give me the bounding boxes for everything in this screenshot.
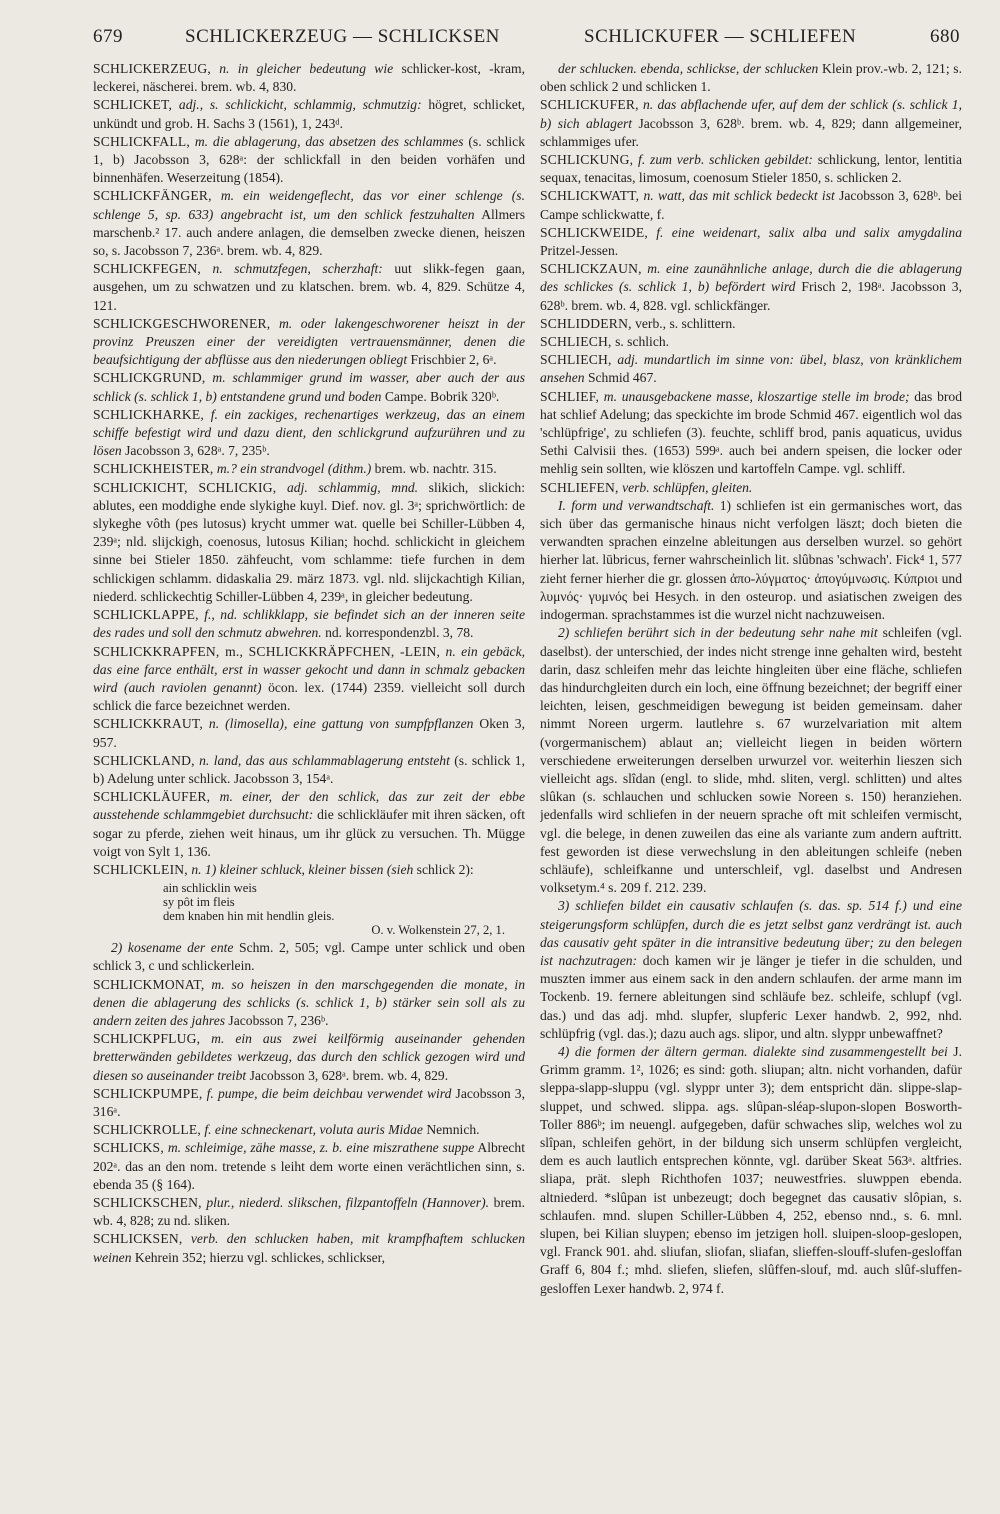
right-page-number: 680 bbox=[930, 26, 960, 47]
entry-headword: SCHLICKGRUND, bbox=[93, 370, 206, 386]
dictionary-entry bbox=[93, 60, 525, 96]
dictionary-entry bbox=[540, 260, 962, 315]
dictionary-entry bbox=[540, 151, 962, 187]
entry-definition: m. so heiszen in den marschgegenden die monate, in denen die ablagerung des schlicks (s. schlick 1, b) stärker sein soll als zu andern zeiten des jahres bbox=[93, 976, 525, 1028]
dictionary-entry bbox=[540, 624, 962, 897]
entry-citation: Jacobsson 3, 628ᵇ. brem. wb. 4, 829; dann allgemeiner, schlammiges ufer. bbox=[540, 115, 962, 149]
entry-citation: verb., s. schlittern. bbox=[631, 315, 736, 331]
dictionary-entry bbox=[93, 479, 525, 606]
entry-definition: m.? ein strandvogel (dithm.) bbox=[213, 461, 372, 477]
quote-line: ain schlicklin weis bbox=[163, 881, 257, 896]
entry-headword: SCHLICKUFER, bbox=[540, 97, 639, 113]
entry-definition: f. ein zackiges, rechenartiges werkzeug, das an einem schiffe befestigt wird und dazu dient, den schlickgrund aufzurühren und zu lösen bbox=[93, 406, 525, 459]
dictionary-entry bbox=[93, 1030, 525, 1085]
dictionary-entry bbox=[540, 897, 962, 1043]
entry-definition: der schlucken. ebenda, schlickse, der schlucken bbox=[558, 61, 819, 76]
entry-citation: Schmid 467. bbox=[584, 370, 657, 386]
entry-headword: SCHLICKZAUN, bbox=[540, 261, 642, 277]
entry-headword: SCHLICKPFLUG, bbox=[93, 1031, 201, 1047]
entry-citation: slikich, slickich: ablutes, een moddighe ende slykighe kuyl. Dief. nov. gl. 3ᵃ; sprichwörtlich: de slykeghe vôth (pes lutosus) krycht ummer wat. quelle bei Schiller-Lübben 4, 239ᵃ; nld. slijckigh, coenosus, lutosus Kilian; hochd. schlickicht in gleichem sinne bei Stieler 1850. zähfeucht, vom schlamme: tiefe furchen in dem schlickigen schlamm. didaskalia 29. märz 1873. vgl. nld. slijckachtigh Kilian, niederd. schlickechtig Schiller-Lübben 4, 239ᵃ, in gleicher bedeutung. bbox=[93, 479, 525, 604]
entry-definition: f. eine weidenart, salix alba und salix amygdalina bbox=[647, 224, 962, 240]
dictionary-entry bbox=[93, 1194, 525, 1230]
entry-citation: Kehrein 352; hierzu vgl. schlickes, schlickser, bbox=[131, 1249, 386, 1265]
entry-definition: f. zum verb. schlicken gebildet: bbox=[633, 152, 813, 168]
entry-headword: SCHLICKKRAPFEN, m., SCHLICKKRÄPFCHEN, -LEIN, bbox=[93, 643, 441, 659]
dictionary-entry bbox=[93, 96, 525, 132]
entry-citation: Jacobsson 3, 628ᵃ. 7, 235ᵇ. bbox=[121, 443, 270, 459]
entry-citation: Klein prov.-wb. 2, 121; s. oben schlick 2 und schlicken 1. bbox=[540, 61, 962, 95]
entry-citation: högret, schlicket, unkündt und grob. H. Sachs 3 (1561), 1, 243ᵈ. bbox=[93, 97, 525, 131]
entry-definition: n. 1) kleiner schluck, kleiner bissen (sieh bbox=[187, 861, 414, 877]
dictionary-entry bbox=[93, 1139, 525, 1194]
entry-citation: Albrecht 202ᵃ. das an den nom. tretende s leiht dem worte einen verächtlichen sinn, s. ebenda 35 (§ 164). bbox=[93, 1140, 525, 1192]
entry-citation: 1) schliefen ist ein germanisches wort, das sich über das germanische hinaus nicht verfolgen läszt; doch bieten die verwandten sprachen einzelne ableitungen aus derselben wurzel. so gehört hierher lat. lūbricus, ferner wahrscheinlich lit. slûbnas 'schwach'. Fick⁴ 1, 577 zieht ferner hierher die gr. glossen ἀπο-λύγματος· ἀπογύμνωσις. Κύπριοι und λυμνός· γυμνός bei Hesych. in den osteurop. und asiatischen zweigen des indogerman. sprachstammes ist die wurzel nicht nachzuweisen. bbox=[540, 497, 962, 623]
entry-headword: SCHLICKS, bbox=[93, 1140, 164, 1156]
dictionary-entry bbox=[93, 133, 525, 188]
entry-definition: f. eine schneckenart, voluta auris Midae bbox=[200, 1122, 423, 1138]
entry-definition: I. form und verwandtschaft. bbox=[558, 497, 715, 513]
entry-citation: Allmers marschenb.² 17. auch andere anlagen, die demselben zwecke dienen, heiszen so, s. Jacobsson 7, 236ᵃ. brem. wb. 4, 829. bbox=[93, 206, 525, 259]
dictionary-entry bbox=[93, 788, 525, 861]
entry-citation: (s. schlick 1, b) Adelung unter schlick. Jacobsson 3, 154ᵃ. bbox=[93, 752, 525, 786]
entry-citation: J. Grimm gramm. 1², 1026; es sind: goth. sliupan; altn. nicht vorhanden, dafür sleppa-slapp-sluppu (vgl. slyppr unter 3); dem entspricht dän. slippe-slap-sluppet, und schwed. slippa. ags. slûpan-sléap-slupon-slopen Bosworth-Toller 886ᵇ; im neuengl. aufgegeben, dafür schwaches slip, welches wol zu slîpan, schleifen gehört, in der bildung sich unserm schlüpfen vergleicht, dem es auch lautlich entsprechen könnte, vgl. darüber Skeat 563ᵃ. altfries. sliapa, prät. sleph Richthofen 1037; neuwestfries. sluwppen ebenda. altniederd. *slûpan ist unbezeugt; doch begegnet das causativ slôpian, s. schlaufen. mnd. slupen Schiller-Lübben 4, 252, ebenso nnd., s. 6. mnl. slupen, bei Kilian sluypen; ebenso im jetzigen holl. sluipen-sloop-geslopen, vgl. Franck 901. ahd. sliufan, sliofan, sliafan, slieffen-slouff-slufen-gesloffan Graff 6, 804 f.; mhd. sliefen, sliefen, slûffen-slouf, md. auch slûf-sluffen-gesloffen Lexer handwb. 2, 974 f. bbox=[540, 1043, 962, 1296]
quote-source: O. v. Wolkenstein 27, 2, 1. bbox=[371, 923, 505, 938]
entry-citation: die schlickläufer mit ihren säcken, oft sogar zu pferde, ziehen weit hinaus, um ihr glück zu versuchen. Th. Mügge voigt von Sylt 1, 136. bbox=[93, 807, 525, 859]
entry-citation: Frischbier 2, 6ᵃ. bbox=[407, 352, 497, 368]
entry-headword: SCHLICKWATT, bbox=[540, 188, 640, 204]
entry-definition: m. die ablagerung, das absetzen des schlammes bbox=[189, 133, 464, 149]
entry-headword: SCHLIDDERN, bbox=[540, 315, 632, 331]
entry-definition: n. schmutzfegen, scherzhaft: bbox=[200, 261, 383, 277]
dictionary-entry bbox=[93, 861, 525, 879]
entry-definition: 4) die formen der ältern german. dialekte sind zusammengestellt bei bbox=[558, 1043, 948, 1059]
entry-headword: SCHLICKERZEUG, bbox=[93, 61, 211, 76]
entry-definition: adj. schlammig, mnd. bbox=[276, 479, 419, 495]
entry-headword: SCHLICKHEISTER, bbox=[93, 461, 214, 477]
dictionary-entry bbox=[93, 460, 525, 478]
entry-definition: m. schlammiger grund im wasser, aber auch der aus schlick (s. schlick 1, b) entstandene grund und boden bbox=[93, 370, 525, 404]
entry-headword: SCHLICKICHT, SCHLICKIG, bbox=[93, 479, 277, 495]
dictionary-entry bbox=[540, 351, 962, 387]
entry-citation: Frisch 2, 198ᵃ. Jacobsson 3, 628ᵇ. brem. wb. 4, 828. vgl. schlickfänger. bbox=[540, 279, 962, 313]
dictionary-entry bbox=[540, 497, 962, 624]
dictionary-entry bbox=[540, 333, 962, 351]
entry-headword: SCHLICKFALL, bbox=[93, 133, 190, 149]
entry-headword: SCHLICKUNG, bbox=[540, 152, 634, 168]
entry-definition: n. watt, das mit schlick bedeckt ist bbox=[639, 188, 835, 204]
dictionary-entry bbox=[93, 752, 525, 788]
dictionary-entry bbox=[540, 388, 962, 479]
dictionary-entry bbox=[540, 187, 962, 223]
entry-definition: m. unausgebackene masse, kloszartige stelle im brode; bbox=[599, 388, 910, 404]
dictionary-entry bbox=[93, 643, 525, 716]
right-running-head: SCHLICKUFER — SCHLIEFEN bbox=[584, 26, 857, 47]
entry-citation: Nemnich. bbox=[422, 1122, 480, 1138]
entry-headword: SCHLIEF, bbox=[540, 388, 600, 404]
entry-definition: m. ein weidengeflecht, das vor einer schlenge (s. schlenge 5, sp. 633) angebracht ist, um den schlick festzuhalten bbox=[93, 188, 525, 222]
entry-citation: Jacobsson 3, 316ᵃ. bbox=[93, 1085, 525, 1119]
dictionary-entry bbox=[540, 479, 962, 497]
right-column bbox=[540, 60, 962, 1500]
entry-citation: Jacobsson 7, 236ᵇ. bbox=[225, 1012, 329, 1028]
entry-headword: SCHLICKET, bbox=[93, 97, 173, 113]
entry-headword: SCHLICKHARKE, bbox=[93, 406, 204, 422]
entry-citation: Oken 3, 957. bbox=[93, 716, 525, 750]
dictionary-entry bbox=[93, 187, 525, 260]
dictionary-entry bbox=[93, 1085, 525, 1121]
dictionary-entry bbox=[540, 1043, 962, 1298]
entry-headword: SCHLICKMONAT, bbox=[93, 976, 205, 992]
entry-headword: SCHLICKSCHEN, bbox=[93, 1194, 202, 1210]
entry-citation: (s. schlick 1, b) Jacobsson 3, 628ᵃ: der schlickfall in den beiden vorhäfen und binnenhäfen. Weserzeitung (1854). bbox=[93, 133, 525, 186]
dictionary-entry bbox=[540, 224, 962, 260]
dictionary-entry bbox=[540, 96, 962, 151]
entry-definition: f. pumpe, die beim deichbau verwendet wird bbox=[202, 1085, 452, 1101]
entry-citation: schlickung, lentor, lentitia sequax, tenacitas, limosum, coenosum Stieler 1850, s. schlicken 2. bbox=[540, 152, 962, 186]
dictionary-entry bbox=[93, 369, 525, 405]
entry-citation: Jacobsson 3, 628ᵃ. brem. wb. 4, 829. bbox=[246, 1067, 449, 1083]
entry-headword: SCHLICKSEN, bbox=[93, 1231, 183, 1247]
entry-headword: SCHLICKFEGEN, bbox=[93, 261, 201, 277]
dictionary-entry bbox=[93, 1121, 525, 1139]
dictionary-entry bbox=[93, 715, 525, 751]
entry-headword: SCHLIECH, bbox=[540, 352, 612, 368]
entry-headword: SCHLICKPUMPE, bbox=[93, 1085, 203, 1101]
entry-headword: SCHLICKFÄNGER, bbox=[93, 188, 212, 204]
entry-definition: m. schleimige, zähe masse, z. b. eine miszrathene suppe bbox=[163, 1140, 475, 1156]
entry-definition: 2) kosename der ente bbox=[111, 940, 234, 956]
entry-headword: SCHLICKLAPPE, bbox=[93, 607, 199, 623]
dictionary-entry bbox=[93, 976, 525, 1031]
entry-citation: Jacobsson 3, 628ᵇ. bei Campe schlickwatte, f. bbox=[540, 188, 962, 222]
entry-citation: brem. wb. nachtr. 315. bbox=[371, 461, 497, 477]
dictionary-entry bbox=[93, 939, 525, 975]
entry-citation: Schm. 2, 505; vgl. Campe unter schlick und oben schlick 3, c und schlickerlein. bbox=[93, 940, 525, 974]
entry-definition: m. einer, der den schlick, das zur zeit der ebbe ausstehende schlammgebiet durchsucht: bbox=[93, 789, 525, 823]
entry-citation: öcon. lex. (1744) 2359. vielleicht soll durch schlick die farce bezeichnet werden. bbox=[93, 679, 525, 714]
entry-citation: Pritzel-Jessen. bbox=[540, 243, 619, 259]
entry-citation: brem. wb. 4, 828; zu nd. sliken. bbox=[93, 1194, 525, 1229]
entry-citation: Campe. Bobrik 320ᵇ. bbox=[381, 388, 500, 404]
entry-citation: schlick 2): bbox=[413, 861, 474, 877]
dictionary-entry bbox=[540, 315, 962, 333]
entry-definition: m. eine zaunähnliche anlage, durch die die ablagerung des schlickes (s. schlick 1, b) befördert wird bbox=[540, 261, 962, 295]
dictionary-entry bbox=[93, 1230, 525, 1266]
dictionary-entry bbox=[540, 60, 962, 96]
entry-headword: SCHLIECH, bbox=[540, 334, 612, 350]
entry-definition: n. land, das aus schlammablagerung entsteht bbox=[194, 752, 450, 768]
entry-headword: SCHLICKLAND, bbox=[93, 752, 195, 768]
quote-line: sy pôt im fleis bbox=[163, 895, 235, 910]
dictionary-entry bbox=[93, 260, 525, 315]
entry-definition: n. in gleicher bedeutung wie bbox=[210, 61, 394, 76]
entry-definition: n. ein gebäck, das eine farce enthält, erst in wasser gekocht und dann in schmalz gebacken wird (auch raviolen genannt) bbox=[93, 643, 525, 695]
entry-definition: m. oder lakengeschworener heiszt in der provinz Preuszen einer der vereidigten vertrauensmänner, denen die beaufsichtigung der abflüsse aus den niederungen obliegt bbox=[93, 315, 525, 368]
left-running-head: SCHLICKERZEUG — SCHLICKSEN bbox=[185, 26, 500, 47]
entry-headword: SCHLICKLÄUFER, bbox=[93, 789, 211, 805]
entry-definition: 2) schliefen berührt sich in der bedeutung sehr nahe mit bbox=[558, 625, 878, 641]
entry-definition: m. ein aus zwei keilförmig auseinander gehenden bretterwänden gebildetes werkzeug, das durch den schlick gezogen wird und diesen so auseinander treibt bbox=[93, 1031, 525, 1083]
entry-definition: f., nd. schlikklapp, sie befindet sich an der inneren seite des rades und soll den schmutz abwehren. bbox=[93, 607, 525, 641]
page-header bbox=[0, 20, 1000, 54]
entry-definition: verb. den schlucken haben, mit krampfhaftem schlucken weinen bbox=[93, 1231, 525, 1265]
entry-definition: plur., niederd. slikschen, filzpantoffeln (Hannover). bbox=[201, 1194, 490, 1210]
entry-definition: n. das abflachende ufer, auf dem der schlick (s. schlick 1, b) sich ablagert bbox=[540, 97, 962, 131]
dictionary-entry bbox=[93, 606, 525, 642]
entry-citation: das brod hat schlief Adelung; das speckichte im brode Schmid 467. eigentlich wol das 'schlüpfrige', zu schliefen (3). feuchte, schliff brod, panis aquaticus, uvidus Sethi Calvisii thes. (1653) 599ᵃ. auch bei andern speisen, die locker oder mehlig sein sollten, wie klöszen und kartoffeln Campe. vgl. schliff. bbox=[540, 388, 962, 477]
entry-citation: schlicker-kost, -kram, leckerei, näscherei. brem. wb. 4, 830. bbox=[93, 61, 525, 95]
entry-headword: SCHLICKKRAUT, bbox=[93, 716, 203, 732]
entry-citation: uut slikk-fegen gaan, ausgehen, um zu schwatzen und zu klatschen. brem. wb. 4, 829. Schütze 4, 121. bbox=[93, 261, 525, 313]
entry-definition: verb. schlüpfen, gleiten. bbox=[618, 479, 753, 495]
left-column bbox=[93, 60, 525, 1500]
entry-definition: n. (limosella), eine gattung von sumpfpflanzen bbox=[202, 716, 474, 732]
entry-citation: schleifen (vgl. daselbst). der unterschied, der indes nicht strenge inne gehalten wird, besteht darin, dasz schleifen mehr das leichte hingleiten über eine fläche, schliefen das hindurchgleiten durch ein loch, eine öffnung bezeichnet; der begriff einer leichten, leisen, geschmeidigen bewegung ist beiden gemeinsam. daher nimmt Noreen urgerm. lautlehre s. 67 wurzelvariation mit altem (vorgermanischem) ablaut an; vielleicht liegen in beiden wörtern verschiedene erweiterungen derselben urwurzel vor. weiterhin lieszen sich vielleicht ags. slîdan (engl. to slide, mhd. sliten, vergl. schlitten) und altes slûkan (s. schlauchen und schlucken sowie Noreen s. 150) heranziehen. jedenfalls wird schliefen in der neuern sprache oft mit schleifen vermischt, vgl. die belege, in denen zuweilen das eine als variante zum andern auftritt. fest geworden ist diese verwechslung in den ableitungen schleife (neben schläufe), schleifkanne und unterschleif, vgl. daselbst und Andresen volksetym.⁴ s. 209 f. 212. 239. bbox=[540, 625, 962, 896]
entry-citation: nd. korrespondenzbl. 3, 78. bbox=[321, 625, 474, 641]
dictionary-entry bbox=[93, 406, 525, 461]
entry-headword: SCHLIEFEN, bbox=[540, 479, 619, 495]
entry-definition: adj., s. schlickicht, schlammig, schmutzig: bbox=[172, 97, 422, 113]
entry-headword: SCHLICKGESCHWORENER, bbox=[93, 315, 271, 331]
entry-citation: doch kamen wir je länger je tiefer in die schulden, und muszten immer aus einem sack in den andern schlaufen. der arme mann im Tockenb. 19. fernere ableitungen sind schläufe bez. schleife, schlupf (vgl. das.) und das adj. mhd. slupfer, slupferic Lexer handwb. 2, 992, nhd. schlüpfrig (vgl. das.); dazu auch ags. slipor, und altn. slyppr unbewaffnet? bbox=[540, 952, 962, 1041]
entry-definition: adj. mundartlich im sinne von: übel, blasz, von kränklichem ansehen bbox=[540, 352, 962, 386]
entry-headword: SCHLICKWEIDE, bbox=[540, 224, 648, 240]
dictionary-entry bbox=[93, 315, 525, 370]
verse-quote bbox=[163, 881, 525, 937]
entry-citation: s. schlich. bbox=[611, 334, 670, 350]
quote-line: dem knaben hin mit hendlin gleis. bbox=[163, 909, 335, 924]
entry-headword: SCHLICKLEIN, bbox=[93, 861, 188, 877]
left-page-number: 679 bbox=[93, 26, 123, 47]
entry-definition: 3) schliefen bildet ein causativ schlaufen (s. das. sp. 514 f.) und eine steigerungsform schlüpfen, durch die es jetzt selbst ganz verdrängt ist. auch das causativ geht später in die intransitive bedeutung über; zu den belegen ist nachzutragen: bbox=[540, 898, 962, 968]
entry-headword: SCHLICKROLLE, bbox=[93, 1122, 201, 1138]
